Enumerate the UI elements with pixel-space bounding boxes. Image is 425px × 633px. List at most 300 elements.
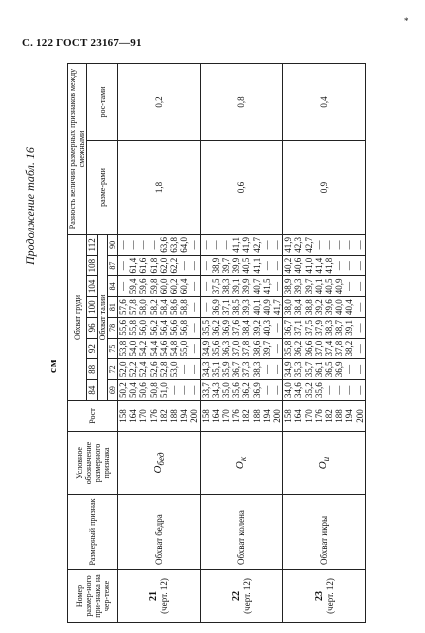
measure-value: 56,4 (158, 320, 169, 336)
measure-value: — (118, 261, 128, 271)
measure-value: — (200, 302, 211, 312)
measure-value: 58,8 (179, 299, 190, 315)
measure-value: 38,4 (241, 320, 252, 336)
chest-header: 96 (87, 318, 98, 339)
measure-value: — (169, 385, 180, 395)
table-row (118, 64, 201, 623)
measure-value: 38,9 (283, 278, 294, 295)
chest-header: 92 (87, 338, 98, 359)
feature-ref: (черт. 12) (324, 578, 335, 614)
measure-value: 34,3 (200, 361, 211, 378)
waist-header: 69 (108, 379, 117, 400)
measure-value: 39,1 (344, 320, 355, 336)
measure-value: 37,5 (303, 320, 314, 336)
diff-group-header: Разность величин размерных признаков между смежными (68, 64, 87, 235)
measure-value: — (200, 240, 211, 250)
chest-header: 84 (87, 380, 98, 401)
measure-value: 54,2 (138, 340, 149, 357)
measure-value: 37,9 (313, 320, 324, 336)
chest-header: 100 (87, 297, 98, 318)
measure-value: — (324, 240, 335, 250)
measure-value: 36,9 (334, 361, 345, 378)
height-value: 188 (169, 409, 180, 423)
chest-header: 112 (87, 235, 98, 256)
height-value: 200 (354, 409, 365, 423)
values-cell (200, 380, 283, 401)
measure-value: 61,6 (138, 257, 149, 274)
measure-value: 35,6 (210, 340, 221, 357)
diff-sizes-cell: 0,9 (283, 141, 366, 235)
measure-value: — (261, 240, 272, 250)
values-cell (118, 338, 201, 359)
feature-number: 21 (148, 591, 160, 601)
measure-value: 39,3 (293, 278, 304, 295)
measure-value: — (272, 323, 283, 333)
height-value: 164 (128, 409, 139, 423)
height-value: 164 (210, 409, 221, 423)
measure-value: 40,4 (344, 299, 355, 315)
rotated-content (17, 63, 425, 623)
height-value: 200 (272, 409, 283, 423)
measure-value: 34,0 (283, 382, 294, 398)
measure-value: 40,0 (334, 299, 345, 315)
measure-value: 36,9 (210, 299, 221, 315)
waist-values (107, 235, 117, 400)
measure-value: 36,3 (221, 340, 232, 357)
measure-value: — (334, 240, 345, 250)
measure-value: — (189, 364, 200, 374)
values-cell (118, 276, 201, 297)
measure-value: 39,2 (251, 320, 262, 336)
measure-value: — (272, 240, 283, 250)
measure-value: 54,0 (128, 340, 139, 357)
waist-row (98, 235, 118, 401)
measure-value: 55,6 (118, 320, 128, 336)
values-cell (200, 276, 283, 297)
measure-value: 41,0 (303, 257, 314, 274)
measure-value: 39,7 (261, 340, 272, 357)
measure-value: 42,3 (293, 237, 304, 253)
feature-symbol-cell (200, 432, 283, 495)
measure-value: 40,3 (261, 320, 272, 336)
measure-value: 37,8 (241, 340, 252, 357)
measure-value: 36,1 (313, 361, 324, 378)
measure-value: 62,0 (158, 257, 169, 274)
measure-value: 61,4 (128, 257, 139, 274)
measure-value: 40,1 (313, 278, 324, 295)
measure-value: 39,2 (313, 299, 324, 315)
measure-value: — (189, 385, 200, 395)
measure-value: 62,2 (169, 257, 180, 274)
values-cell (200, 297, 283, 318)
measure-value: 50,6 (138, 382, 149, 398)
col-symbol-header: Условное обозначение размерного признака (68, 432, 118, 495)
measure-value: 38,5 (231, 299, 242, 315)
measure-value: 58,4 (158, 299, 169, 315)
measure-value: — (200, 281, 211, 291)
measure-value: 40,9 (261, 299, 272, 315)
values-cell (118, 235, 201, 256)
measure-value: — (313, 240, 324, 250)
table-body (118, 64, 366, 623)
height-value: 194 (261, 409, 272, 423)
measure-value: 51,0 (158, 382, 169, 398)
measure-value: 38,0 (283, 299, 294, 315)
measure-value: — (334, 261, 345, 271)
measure-value: — (272, 344, 283, 354)
measure-value: 35,6 (313, 382, 324, 398)
measure-value: — (354, 281, 365, 291)
measure-value: 54,6 (158, 340, 169, 357)
measure-value: 64,0 (179, 237, 190, 253)
measure-value: 41,4 (313, 257, 324, 274)
feature-number: 23 (313, 591, 325, 601)
measure-value: — (354, 385, 365, 395)
measure-value: 37,0 (231, 340, 242, 357)
measure-value: — (261, 261, 272, 271)
heights-cell (200, 401, 283, 432)
measure-value: 56,8 (179, 320, 190, 336)
chest-group-header: Обхват груди (68, 235, 87, 401)
measure-value: 37,4 (324, 340, 335, 357)
measure-value: 38,3 (221, 278, 232, 295)
measure-value: 35,1 (210, 361, 221, 378)
measure-value: 34,3 (210, 382, 221, 398)
measure-value: 59,6 (138, 278, 149, 295)
height-value: 158 (118, 409, 128, 423)
measure-value: 37,8 (334, 340, 345, 357)
height-value: 176 (148, 409, 159, 423)
values-cell (283, 235, 366, 256)
height-value: 170 (221, 409, 232, 423)
measure-value: 54,4 (148, 340, 159, 357)
measure-value: 36,9 (221, 320, 232, 336)
measure-value: 36,2 (293, 340, 304, 357)
symbol-subscript: бед (155, 452, 166, 466)
measure-value: — (324, 385, 335, 395)
height-value: 182 (241, 409, 252, 423)
measure-value: 41,1 (251, 257, 262, 274)
measure-value: 39,9 (231, 257, 242, 274)
measure-value: 40,7 (251, 278, 262, 295)
measure-value: — (272, 261, 283, 271)
measure-value: 37,0 (313, 340, 324, 357)
waist-header: 87 (108, 255, 117, 276)
heights-cell (118, 401, 201, 432)
values-cell (283, 359, 366, 380)
feature-number-cell (283, 570, 366, 623)
measure-value: 57,6 (118, 299, 128, 315)
measure-value: — (221, 240, 232, 250)
measure-value: 37,3 (241, 361, 252, 378)
measure-value: 40,5 (241, 257, 252, 274)
symbol-subscript: к (238, 456, 249, 462)
diff-heights-header: рос-тами (87, 64, 118, 141)
height-value: 200 (189, 409, 200, 423)
measure-value: 36,7 (231, 361, 242, 378)
measure-value: 36,6 (303, 340, 314, 357)
measure-value: 52,8 (158, 361, 169, 378)
measure-value: 35,8 (283, 340, 294, 357)
col-feature-header: Размерный признак (68, 495, 118, 570)
measure-value: 42,7 (251, 237, 262, 253)
values-cell (283, 276, 366, 297)
measure-value: 34,6 (293, 382, 304, 398)
measure-value: — (272, 281, 283, 291)
measure-value: 35,7 (303, 361, 314, 378)
measure-value: 40,1 (251, 299, 262, 315)
measure-value: 40,5 (324, 278, 335, 295)
measure-value: 52,6 (148, 361, 159, 378)
col-num-header: Номер размер-ного при-знака на чер-теже (68, 570, 118, 623)
feature-symbol-cell (283, 432, 366, 495)
values-cell (283, 380, 366, 401)
measure-value: 39,6 (324, 299, 335, 315)
height-value: 158 (283, 409, 294, 423)
measure-value: 39,1 (231, 278, 242, 295)
measure-value: 38,6 (251, 340, 262, 357)
values-cell (283, 338, 366, 359)
values-cell (118, 255, 201, 276)
measure-value: 33,7 (200, 382, 211, 398)
values-cell (200, 235, 283, 256)
measure-value: 36,7 (283, 320, 294, 336)
size-table (67, 63, 366, 623)
measure-value: — (354, 323, 365, 333)
height-value: 188 (251, 409, 262, 423)
waist-header: 78 (108, 317, 117, 338)
measure-value: 40,9 (334, 278, 345, 295)
measure-value: 35,6 (231, 382, 242, 398)
measure-value: — (189, 240, 200, 250)
waist-header: 90 (108, 240, 117, 249)
measure-value: 36,2 (210, 320, 221, 336)
values-cell (118, 359, 201, 380)
chest-header: 104 (87, 276, 98, 297)
measure-value: 38,7 (334, 320, 345, 336)
diff-heights-cell: 0,2 (118, 64, 201, 141)
diff-sizes-cell: 1,8 (118, 141, 201, 235)
waist-header: 84 (108, 276, 117, 297)
measure-value: — (354, 261, 365, 271)
measure-value: 35,2 (303, 382, 314, 398)
values-cell (283, 297, 366, 318)
measure-value: 58,0 (138, 299, 149, 315)
feature-number-cell (200, 570, 283, 623)
height-value: 182 (158, 409, 169, 423)
height-value: 170 (138, 409, 149, 423)
measure-value: — (189, 323, 200, 333)
measure-value: — (344, 364, 355, 374)
measure-value: 39,9 (241, 278, 252, 295)
measure-value: 38,4 (293, 299, 304, 315)
measure-value: — (354, 240, 365, 250)
values-cell (118, 297, 201, 318)
measure-value: — (354, 364, 365, 374)
measure-value: 54,8 (169, 340, 180, 357)
measure-value: 35,3 (293, 361, 304, 378)
values-cell (200, 359, 283, 380)
measure-value: 37,1 (221, 299, 232, 315)
measure-value: — (210, 240, 221, 250)
measure-value: 53,0 (169, 361, 180, 378)
measure-value: — (189, 261, 200, 271)
measure-value: 53,8 (118, 340, 128, 357)
measure-value: — (179, 385, 190, 395)
height-value: 188 (334, 409, 345, 423)
height-value: 164 (293, 409, 304, 423)
measure-value: 34,9 (283, 361, 294, 378)
measure-value: 36,5 (324, 361, 335, 378)
measure-value: 52,2 (128, 361, 139, 378)
measure-value: 56,6 (169, 320, 180, 336)
measure-value: 41,1 (231, 237, 242, 253)
measure-value: 50,4 (128, 382, 139, 398)
measure-value: 41,5 (261, 278, 272, 295)
measure-value: — (272, 385, 283, 395)
measure-value: — (344, 385, 355, 395)
measure-value: 37,5 (210, 278, 221, 295)
page-star: * (404, 16, 409, 26)
measure-value: 38,9 (210, 257, 221, 274)
waist-header: 72 (108, 359, 117, 380)
measure-value: 41,8 (324, 257, 335, 274)
measure-value: 38,3 (251, 361, 262, 378)
measure-value: 38,2 (344, 340, 355, 357)
measure-value: 41,9 (283, 237, 294, 253)
symbol-letter: O (234, 461, 247, 470)
feature-name-cell: Обхват колена (200, 495, 283, 570)
measure-value: 50,2 (118, 382, 128, 398)
measure-value: 39,3 (241, 299, 252, 315)
measure-value: 35,0 (221, 382, 232, 398)
height-value: 194 (179, 409, 190, 423)
feature-name-cell: Обхват бедра (118, 495, 201, 570)
values-cell (200, 318, 283, 339)
measure-value: 36,9 (251, 382, 262, 398)
measure-value: 36,2 (241, 382, 252, 398)
feature-symbol-cell (118, 432, 201, 495)
measure-value: 60,4 (179, 278, 190, 295)
feature-number: 22 (230, 591, 242, 601)
table-row (283, 64, 366, 623)
measure-value: 38,8 (303, 299, 314, 315)
measure-value: — (344, 240, 355, 250)
symbol-letter: O (316, 461, 329, 470)
measure-value: 55,8 (128, 320, 139, 336)
measure-value: 40,2 (283, 257, 294, 274)
height-value: 176 (313, 409, 324, 423)
measure-value: — (179, 261, 190, 271)
measure-value: 35,5 (200, 320, 211, 336)
measure-value: 34,9 (200, 340, 211, 357)
measure-value: — (334, 385, 345, 395)
feature-name-cell: Обхват икры (283, 495, 366, 570)
measure-value: 41,7 (272, 299, 283, 315)
symbol-letter: O (151, 465, 164, 474)
measure-value: 63,6 (158, 237, 169, 253)
measure-value: — (354, 344, 365, 354)
measure-value: 56,0 (138, 320, 149, 336)
waist-header: 81 (108, 296, 117, 317)
measure-value: — (138, 240, 149, 250)
symbol-subscript: и (321, 456, 332, 462)
measure-value: — (200, 261, 211, 271)
measure-value: — (344, 281, 355, 291)
feature-ref: (черт. 12) (241, 578, 252, 614)
feature-ref: (черт. 12) (159, 578, 170, 614)
measure-value: 63,8 (169, 237, 180, 253)
measure-value: — (189, 302, 200, 312)
feature-number-cell (118, 570, 201, 623)
chest-header: 88 (87, 359, 98, 380)
measure-value: — (261, 385, 272, 395)
measure-value: — (261, 364, 272, 374)
page-header: С. 122 ГОСТ 23167—91 (22, 37, 142, 49)
measure-value: — (354, 302, 365, 312)
measure-value: — (128, 240, 139, 250)
measure-value: 39,7 (221, 257, 232, 274)
measure-value: 50,8 (148, 382, 159, 398)
height-value: 170 (303, 409, 314, 423)
values-cell (200, 338, 283, 359)
measure-value: — (148, 240, 159, 250)
measure-value: 41,9 (241, 237, 252, 253)
measure-value: 57,8 (128, 299, 139, 315)
measure-value: 52,0 (118, 361, 128, 378)
table-row (200, 64, 283, 623)
measure-value: 55,0 (179, 340, 190, 357)
waist-header: 75 (108, 338, 117, 359)
height-value: 158 (200, 409, 211, 423)
measure-value: 39,7 (303, 278, 314, 295)
measure-value: 59,8 (148, 278, 159, 295)
values-cell (200, 255, 283, 276)
measure-value: 42,7 (303, 237, 314, 253)
measure-value: 52,4 (138, 361, 149, 378)
measure-value: — (189, 344, 200, 354)
diff-heights-cell: 0,4 (283, 64, 366, 141)
waist-group-header: Обхват талии (98, 294, 107, 341)
measure-value: 38,3 (324, 320, 335, 336)
measure-value: 37,1 (293, 320, 304, 336)
measure-value: — (344, 261, 355, 271)
measure-value: 35,9 (221, 361, 232, 378)
measure-value: 61,8 (148, 257, 159, 274)
height-value: 182 (324, 409, 335, 423)
values-cell (118, 380, 201, 401)
measure-value: 56,2 (148, 320, 159, 336)
measure-value: 60,0 (158, 278, 169, 295)
values-cell (283, 318, 366, 339)
measure-value: — (118, 240, 128, 250)
measure-value: 40,6 (293, 257, 304, 274)
diff-heights-cell: 0,8 (200, 64, 283, 141)
diff-sizes-cell: 0,6 (200, 141, 283, 235)
values-cell (118, 318, 201, 339)
height-value: 176 (231, 409, 242, 423)
chest-header: 108 (87, 255, 98, 276)
continuation-label: Продолжение табл. 16 (23, 147, 37, 265)
measure-value: — (118, 281, 128, 291)
measure-value: — (272, 364, 283, 374)
diff-sizes-header: разме-рами (87, 141, 118, 235)
col-height-header: Рост (68, 401, 118, 432)
heights-cell (283, 401, 366, 432)
measure-value: 58,2 (148, 299, 159, 315)
measure-value: 59,4 (128, 278, 139, 295)
measure-value: 60,2 (169, 278, 180, 295)
